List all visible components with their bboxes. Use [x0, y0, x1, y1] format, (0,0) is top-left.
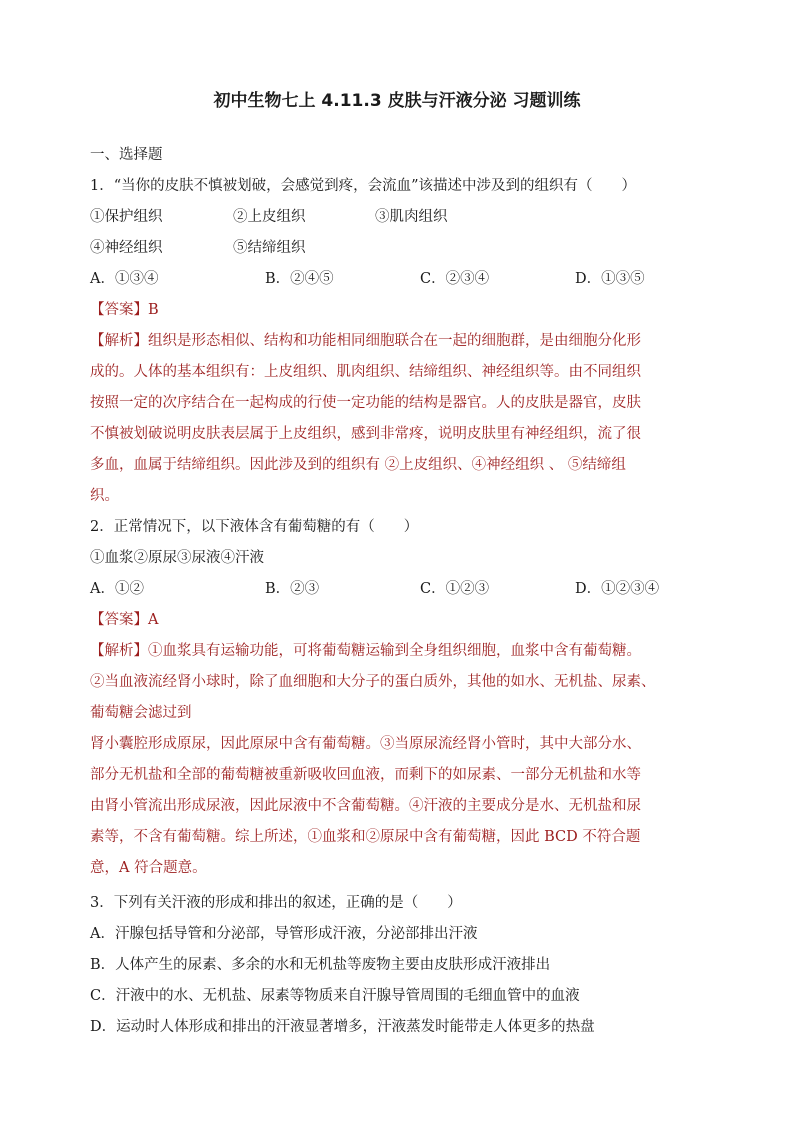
q3-stem: 3．下列有关汗液的形成和排出的叙述，正确的是（ ） — [90, 895, 462, 911]
q2-analysis-line: ②当血液流经肾小球时，除了血细胞和大分子的蛋白质外，其他的如水、无机盐、尿素、 — [90, 674, 656, 690]
q1-analysis-line: 成的。人体的基本组织有：上皮组织、肌肉组织、结缔组织、神经组织等。由不同组织 — [90, 364, 641, 380]
q3-option-b: B．人体产生的尿素、多余的水和无机盐等废物主要由皮肤形成汗液排出 — [90, 957, 551, 973]
q1-answer: 【答案】B — [90, 302, 159, 318]
q1-item-3: ③肌肉组织 — [375, 209, 448, 225]
section-heading: 一、选择题 — [90, 147, 163, 163]
q1-analysis-line: 织。 — [90, 488, 119, 504]
q1-item-4: ④神经组织 — [90, 240, 163, 256]
q2-analysis-line: 由肾小管流出形成尿液，因此尿液中不含葡萄糖。④汗液的主要成分是水、无机盐和尿 — [90, 798, 641, 814]
q1-item-2: ②上皮组织 — [233, 209, 306, 225]
q2-analysis-line: 葡萄糖会滤过到 — [90, 705, 192, 721]
q1-analysis-line: 按照一定的次序结合在一起构成的行使一定功能的结构是器官。人的皮肤是器官，皮肤 — [90, 395, 641, 411]
q1-option-b: B．②④⑤ — [265, 271, 334, 287]
q1-item-5: ⑤结缔组织 — [233, 240, 306, 256]
q2-option-d: D．①②③④ — [575, 581, 660, 597]
q1-analysis-line: 【解析】组织是形态相似、结构和功能相同细胞联合在一起的细胞群，是由细胞分化形 — [90, 333, 641, 349]
q1-stem: 1．“当你的皮肤不慎被划破，会感觉到疼，会流血”该描述中涉及到的组织有（ ） — [90, 178, 637, 194]
q2-option-c: C．①②③ — [420, 581, 490, 597]
q1-analysis-line: 不慎被划破说明皮肤表层属于上皮组织，感到非常疼，说明皮肤里有神经组织，流了很 — [90, 426, 641, 442]
q3-option-c: C．汗液中的水、无机盐、尿素等物质来自汗腺导管周围的毛细血管中的血液 — [90, 988, 580, 1004]
q2-items: ①血浆②原尿③尿液④汗液 — [90, 550, 264, 566]
q1-option-a: A．①③④ — [90, 271, 159, 287]
q1-item-1: ①保护组织 — [90, 209, 163, 225]
q2-analysis-line: 部分无机盐和全部的葡萄糖被重新吸收回血液，而剩下的如尿素、一部分无机盐和水等 — [90, 767, 641, 783]
q3-option-d: D．运动时人体形成和排出的汗液显著增多，汗液蒸发时能带走人体更多的热盘 — [90, 1019, 595, 1035]
q2-option-b: B．②③ — [265, 581, 320, 597]
q2-answer: 【答案】A — [90, 612, 159, 628]
q2-stem: 2．正常情况下，以下液体含有葡萄糖的有（ ） — [90, 519, 419, 535]
q2-analysis-line: 肾小囊腔形成原尿，因此原尿中含有葡萄糖。③当原尿流经肾小管时，其中大部分水、 — [90, 736, 641, 752]
q1-analysis-line: 多血，血属于结缔组织。因此涉及到的组织有 ②上皮组织、④神经组织 、 ⑤结缔组 — [90, 457, 626, 473]
q1-option-d: D．①③⑤ — [575, 271, 645, 287]
q2-option-a: A．①② — [90, 581, 144, 597]
q2-analysis-line: 【解析】①血浆具有运输功能，可将葡萄糖运输到全身组织细胞，血浆中含有葡萄糖。 — [90, 643, 641, 659]
q1-option-c: C．②③④ — [420, 271, 490, 287]
q2-analysis-line: 素等，不含有葡萄糖。综上所述，①血浆和②原尿中含有葡萄糖，因此 BCD 不符合题 — [90, 829, 641, 845]
q3-option-a: A．汗腺包括导管和分泌部，导管形成汗液，分泌部排出汗液 — [90, 926, 478, 942]
document-title: 初中生物七上 4.11.3 皮肤与汗液分泌 习题训练 — [213, 91, 581, 111]
q2-analysis-line: 意，A 符合题意。 — [90, 860, 207, 876]
